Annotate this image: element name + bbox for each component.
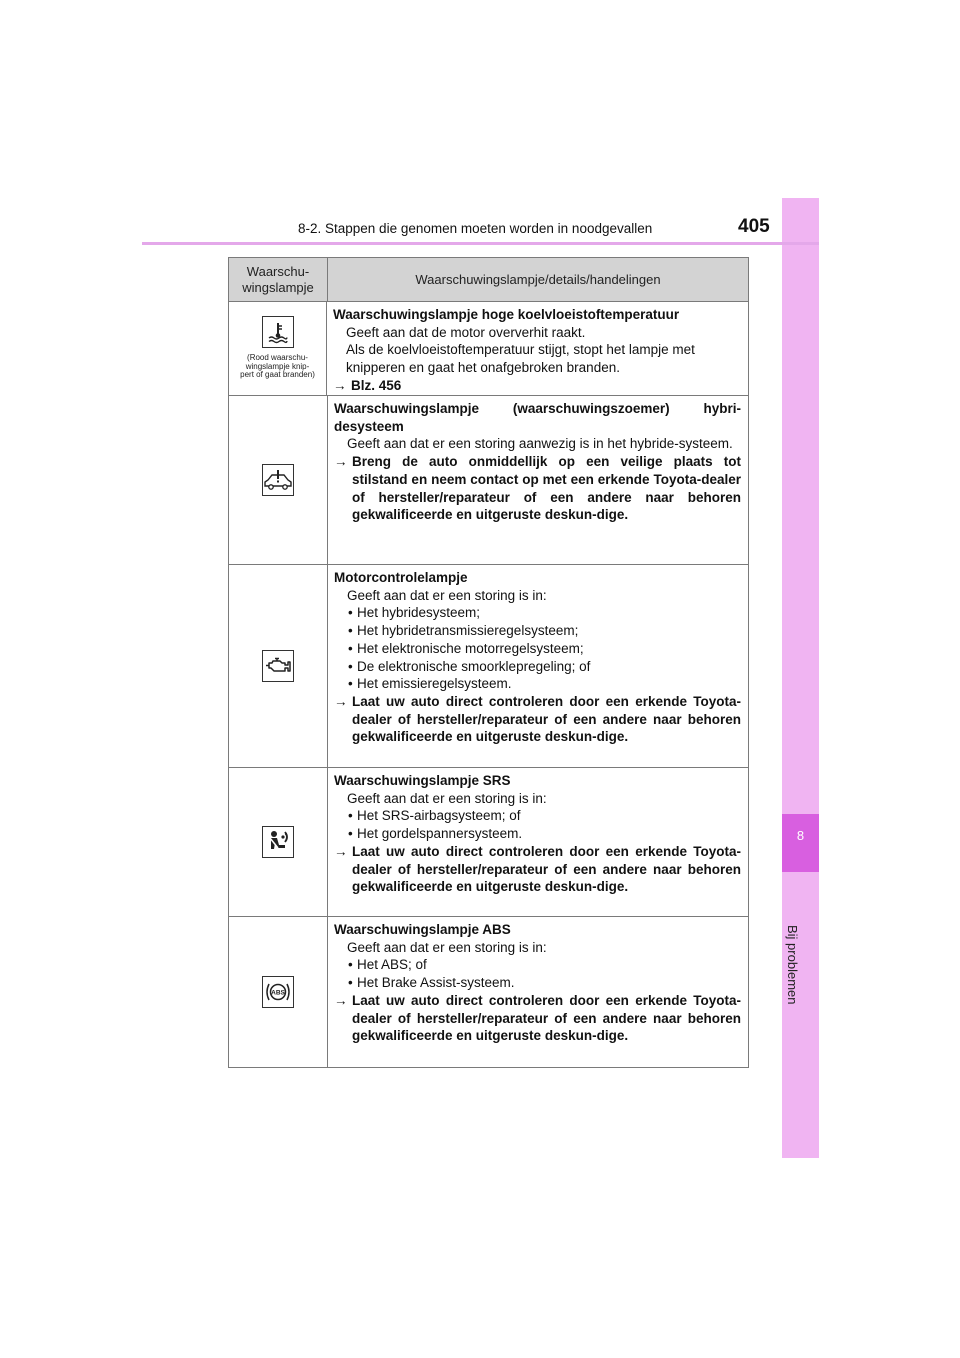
list-item: • Het elektronische motorregelsysteem; xyxy=(334,640,741,658)
column-header-description-label: Waarschuwingslampje/details/handelingen xyxy=(415,271,661,287)
hybrid-system-warning-icon xyxy=(262,464,294,496)
list-item: • Het emissieregelsysteem. xyxy=(334,675,741,693)
srs-airbag-icon xyxy=(262,826,294,858)
icon-note: (Rood waarschu- wingslampje knip- pert of gaat branden) xyxy=(240,353,315,379)
row-action xyxy=(334,992,741,1045)
row-description: Als de koelvloeistoftemperatuur stijgt, stopt het lampje met knipperen en gaat het onafgebroken branden. xyxy=(346,342,695,376)
abs-icon xyxy=(262,976,294,1008)
row-title: Waarschuwingslampje (waarschuwingszoemer) hybri-desysteem xyxy=(334,401,741,434)
row-description: Geeft aan dat er een storing is in: xyxy=(347,939,547,955)
description-cell xyxy=(328,917,748,1067)
row-action-text: Laat uw auto direct controleren door een erkende Toyota-dealer of hersteller/reparateur of een andere naar behoren gekwalificeerde en uitgeruste deskun-dige. xyxy=(352,693,741,745)
list-item: • Het hybridesysteem; xyxy=(334,604,741,622)
chapter-number-tab xyxy=(782,814,819,872)
table-row xyxy=(229,917,748,1067)
table-row xyxy=(229,565,748,768)
list-item: • De elektronische smoorklepregeling; of xyxy=(334,658,741,676)
arrow-icon: → xyxy=(333,377,347,393)
arrow-icon: → xyxy=(334,992,348,1008)
coolant-temperature-icon xyxy=(262,316,294,348)
chapter-side-tab xyxy=(782,198,819,1158)
row-action-text: Laat uw auto direct controleren door een erkende Toyota-dealer of hersteller/reparateur of een andere naar behoren gekwalificeerde en uitgeruste deskun-dige. xyxy=(352,843,741,895)
list-item: • Het SRS-airbagsysteem; of xyxy=(334,807,741,825)
row-description: Geeft aan dat er een storing aanwezig is in het hybride-systeem. xyxy=(347,436,733,452)
arrow-icon: → xyxy=(334,843,348,859)
warning-lights-table xyxy=(228,257,749,1068)
icon-cell xyxy=(229,768,328,916)
row-title: Waarschuwingslampje SRS xyxy=(334,773,511,788)
icon-cell xyxy=(229,565,328,767)
row-action xyxy=(333,377,741,395)
row-description: Geeft aan dat er een storing is in: xyxy=(347,790,547,806)
row-action-text: Breng de auto onmiddellijk op een veilige plaats tot stilstand en neem contact op met een erkende Toyota-dealer of hersteller/reparateur of een andere naar behoren gekwalificeerde en uitgeruste deskun-dige. xyxy=(352,454,741,523)
chapter-title: Bij problemen xyxy=(785,925,800,1005)
description-cell xyxy=(328,396,748,564)
column-header-description xyxy=(328,258,748,301)
row-description: Geeft aan dat er een storing is in: xyxy=(347,587,547,603)
icon-cell xyxy=(229,917,328,1067)
list-item: • Het gordelspannersysteem. xyxy=(334,825,741,843)
list-item: • Het hybridetransmissieregelsysteem; xyxy=(334,622,741,640)
row-action-text: Laat uw auto direct controleren door een erkende Toyota-dealer of hersteller/reparateur of een andere naar behoren gekwalificeerde en uitgeruste deskun-dige. xyxy=(352,992,741,1044)
chapter-number: 8 xyxy=(796,828,805,843)
check-engine-icon xyxy=(262,650,294,682)
arrow-icon: → xyxy=(334,693,348,709)
list-item: • Het ABS; of xyxy=(334,956,741,974)
icon-cell xyxy=(229,396,328,564)
table-header xyxy=(229,258,748,302)
arrow-icon: → xyxy=(334,454,348,470)
table-row xyxy=(229,396,748,565)
column-header-icon-label: Waarschu- wingslampje xyxy=(242,263,314,295)
page-reference: Blz. 456 xyxy=(351,377,402,393)
description-cell xyxy=(328,565,748,767)
row-title: Waarschuwingslampje hoge koelvloeistoftemperatuur xyxy=(333,307,680,322)
table-row xyxy=(229,768,748,917)
row-description: Geeft aan dat de motor oververhit raakt. xyxy=(346,324,586,340)
page-number: 405 xyxy=(738,216,770,237)
list-item: • Het Brake Assist-systeem. xyxy=(334,974,741,992)
column-header-icon xyxy=(229,258,328,301)
row-title: Motorcontrolelampje xyxy=(334,570,468,585)
abs-label: ABS xyxy=(271,989,285,997)
row-action xyxy=(334,843,741,896)
row-action xyxy=(334,693,741,746)
table-row xyxy=(229,302,748,396)
row-title: Waarschuwingslampje ABS xyxy=(334,922,511,937)
row-action xyxy=(334,453,741,524)
header-divider xyxy=(142,242,819,245)
icon-cell xyxy=(229,302,327,395)
section-title: 8-2. Stappen die genomen moeten worden in noodgevallen xyxy=(298,221,653,236)
description-cell xyxy=(328,768,748,916)
description-cell xyxy=(327,302,748,395)
